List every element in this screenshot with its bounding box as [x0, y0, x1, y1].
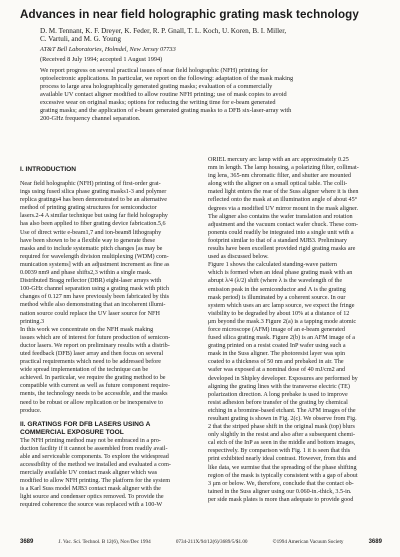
- body-text-line: fused silica grating mask. Figure 2(b) is an AFM image of a: [208, 335, 356, 342]
- body-text-line: ponents could readily be integrated into a single unit with a: [208, 229, 354, 236]
- body-text-line: degrees via a modified UV mirror mount in the mask aligner.: [208, 205, 359, 212]
- abstract-line: available UV contact aligner modified to allow routine NFH printing; use of mask copies to avoid: [40, 90, 287, 98]
- body-text-line: masks and to include systematic pitch changes [as may be: [20, 245, 163, 252]
- body-text-line: coated to a thickness of 50 nm and prebaked in air. The: [208, 359, 344, 366]
- body-text-line: wide spread implementation of the technique can be: [20, 367, 149, 374]
- body-text-line: results have been excellent provided rigid grating masks are: [208, 246, 356, 253]
- body-text-line: etching in a bromine-based etchant. The AFM images of the: [208, 407, 356, 414]
- body-text-line: used as discussed below.: [208, 254, 269, 261]
- body-text-line: have been shown to be a flexible way to generate these: [20, 237, 156, 244]
- body-text-line: μm beyond the mask.3 Figure 2(a) is a tapping mode atomic: [208, 318, 357, 325]
- body-text-line: light source and condenser optics removed. To provide the: [20, 494, 164, 501]
- body-text-line: The aligner also contains the wafer translation and rotation: [208, 213, 353, 220]
- body-text-line: is a Karl Suss model MJB3 contact mask aligner with the: [20, 486, 161, 493]
- body-text-line: print exhibited nearly ideal contrast. However, from this and: [208, 456, 357, 463]
- body-text-line: mated light enters the rear of the Suss aligner where it is then: [208, 189, 359, 196]
- abstract-line: optoelectronic applications. In particular, we report on the following: adaptation of the mask making: [40, 74, 294, 82]
- section-heading: II. GRATINGS FOR DFB LASERS USING A: [20, 420, 151, 428]
- footer-issn: 0734-211X/94/12(6)/3689/5/$1.00: [175, 539, 248, 545]
- body-text-line: modified to allow NFH printing. The platform for the system: [20, 478, 170, 485]
- body-text-line: duction facility if it cannot be assembled from readily avail-: [20, 445, 168, 452]
- author-list: [40, 27, 380, 43]
- abstract-line: excessive wear on original masks; options for reducing the writing time for e-beam generated: [40, 98, 276, 106]
- body-text-line: issues which are of interest for future production of semicon-: [20, 334, 171, 341]
- body-text-line: like data, we surmise that the spreading of the phase shifting: [208, 464, 357, 471]
- abstract: [40, 67, 362, 123]
- section-heading: I. INTRODUCTION: [20, 166, 77, 173]
- body-text-line: munication systems] with an adjustment increment as fine as: [20, 261, 170, 268]
- body-text-line: In this work we concentrate on the NFH mask making: [20, 326, 154, 333]
- body-text-line: Figure 1 shows the calculated standing-wave pattern: [208, 262, 337, 269]
- body-text-line: footprint similar to that of a standard MJB3. Preliminary: [208, 237, 347, 244]
- body-text-line: lasers.2-4 A similar technique but using far field holography: [20, 213, 168, 220]
- body-text-line: ings using fused silica phase grating masks1-3 and polymer: [20, 189, 167, 196]
- body-text-line: Near field holographic (NFH) printing of first-order grat-: [20, 181, 161, 187]
- body-text-line: method of printing grating structures for semiconductor: [20, 205, 157, 212]
- body-text-line: ments, the technology needs to be accessible, and the masks: [20, 391, 168, 398]
- left-column: [20, 166, 192, 510]
- body-text-line: ORIEL mercury arc lamp with an arc approximately 0.25: [208, 157, 349, 163]
- authors-line-2: C. Vartuli, and M. G. Young: [40, 35, 121, 44]
- body-text-line: grating printed on a resist coated InP wafer using such a: [208, 343, 346, 350]
- body-text-line: abrupt λ/4 (λ/2) shift (where λ is the wavelength of the: [208, 278, 343, 285]
- body-text-line: Use of direct write e-beam1,7 and ion-beam8 lithography: [20, 229, 162, 236]
- body-text-line: able and serviceable components. To explore the widespread: [20, 453, 169, 460]
- abstract-line: grating masks; and the application of e-beam generated grating masks to a DFB six-laser-array with: [40, 106, 292, 114]
- body-text-line: ing lens, 365-nm chromatic filter, and shutter are mounted: [208, 173, 351, 180]
- body-text-line: method while also demonstrating that an incoherent illumi-: [20, 302, 166, 309]
- body-text-line: The NFH printing method may not be embraced in a pro-: [20, 437, 161, 444]
- abstract-line: 200-GHz frequency channel separation.: [40, 114, 141, 122]
- page-footer: [20, 539, 382, 545]
- body-text-line: uted feedback (DFB) laser array and then focus on several: [20, 350, 164, 357]
- body-text-line: along with the aligner on a small optical table. The colli-: [208, 181, 348, 188]
- body-text-line: achieved. In particular, we require the grating method to be: [20, 375, 166, 382]
- body-text-line: has also been applied to fiber grating device fabrication.5,6: [20, 221, 166, 228]
- body-text-line: which is formed when an ideal phase grating mask with an: [208, 270, 353, 277]
- body-text-line: region of the mask is typically consistent with a gap of about: [208, 472, 358, 479]
- body-text-line: nation source could replace the UV laser source for NFH: [20, 310, 160, 317]
- body-text-line: mm in length. The lamp housing, a polarizing filter, collimat-: [208, 165, 359, 172]
- body-text-line: practical requirements which need to be addressed before: [20, 359, 162, 366]
- affiliation: AT&T Bell Laboratories, Holmdel, New Jersey 07733: [40, 46, 176, 53]
- footer-copyright: ©1994 American Vacuum Society: [272, 539, 344, 545]
- abstract-line: process to large area holographically generated grating masks; evaluation of a commercially: [40, 82, 273, 90]
- section-heading: COMMERCIAL EXPOSURE TOOL: [20, 428, 124, 436]
- body-text-line: compatible with current as well as future component require-: [20, 383, 171, 390]
- body-text-line: aligning the grating lines with the transverse electric (TE): [208, 383, 350, 390]
- footer-journal: J. Vac. Sci. Technol. B 12(6), Nov/Dec 1994: [58, 539, 151, 545]
- body-text-line: adjustment and the vacuum contact wafer chuck. These com-: [208, 221, 359, 228]
- body-text-line: tained in the Suss aligner using our 0.060-in.-thick, 3.5-in.: [208, 488, 352, 495]
- body-text-line: replica gratings4 has been demonstrated to be an alternative: [20, 197, 167, 204]
- body-text-line: 100-GHz channel separation using a grating mask with pitch: [20, 286, 170, 293]
- body-text-line: developed in Shipley developer. Exposures are performed by: [208, 375, 358, 382]
- body-text-line: only slightly in the resist and also after a subsequent chemi-: [208, 432, 356, 439]
- footer-page-number-right: 3689: [368, 539, 382, 545]
- authors-line-1: D. M. Tennant, K. F. Dreyer, K. Feder, R. P. Gnall, T. L. Koch, U. Koren, B. I. Miller,: [40, 27, 287, 35]
- body-text-line: wafer was exposed at a nominal dose of 40 mJ/cm2 and: [208, 367, 346, 374]
- body-text-line: required coherence the source was replaced with a 100-W: [20, 502, 163, 509]
- body-text-line: respectively. By comparison with Fig. 1 it is seen that this: [208, 448, 351, 455]
- body-text-line: required for wavelength division multiplexing (WDM) com-: [20, 253, 169, 260]
- abstract-line: We report progress on several practical issues of near field holographic (NFH) printing for: [40, 67, 268, 74]
- body-text-line: mask period) is illuminated by a coherent source. In our: [208, 294, 346, 301]
- received-date: (Received 8 July 1994; accepted 1 August 1994): [40, 56, 163, 63]
- body-text-line: need to be robust or allow replication or be inexpensive to: [20, 399, 163, 406]
- body-text-line: system which uses an arc lamp source, we expect the fringe: [208, 302, 355, 309]
- body-text-line: visibility to be degraded by about 10% at a distance of 12: [208, 310, 350, 317]
- body-text-line: emission peak in the semiconductor and Λ is the grating: [208, 286, 346, 293]
- body-text-line: 0.0039 nm9 and phase shifts2,3 within a single mask.: [20, 270, 152, 277]
- body-text-line: mercially available UV contact mask aligner which was: [20, 470, 158, 477]
- body-text-line: ductor lasers. We report on preliminary results with a distrib-: [20, 342, 170, 349]
- footer-page-number-left: 3689: [20, 539, 34, 545]
- body-text-line: printing.3: [20, 318, 45, 325]
- body-text-line: 2 that the striped phase shift in the original mask (top) blurs: [208, 424, 355, 431]
- body-text-line: Distributed Bragg reflector (DBR) eight-laser arrays with: [20, 278, 162, 285]
- body-text-line: cal etch of the InP as seen in the middle and bottom images,: [208, 440, 356, 447]
- body-text-line: produce.: [20, 407, 42, 414]
- body-text-line: per side mask plates is more than adequate to provide good: [208, 496, 354, 503]
- paper-title: Advances in near field holographic grating mask technology: [20, 8, 359, 21]
- body-text-line: 3 μm or below. We, therefore, conclude that the contact ob-: [208, 480, 354, 487]
- right-column: [208, 156, 380, 504]
- body-text-line: polarization direction. A long prebake is used to improve: [208, 391, 348, 398]
- body-text-line: changes of 0.127 nm have previously been fabricated by this: [20, 294, 170, 301]
- body-text-line: force microscope (AFM) image of an e-beam generated: [208, 326, 345, 333]
- body-text-line: accessibility of the method we installed and evaluated a com-: [20, 462, 171, 468]
- body-text-line: resist adhesion before transfer of the grating by chemical: [208, 399, 348, 406]
- body-text-line: mask in the Suss aligner. The photoresist layer was spin: [208, 351, 346, 358]
- body-text-line: reflected onto the mask at an illumination angle of about 45°: [208, 197, 358, 204]
- body-text-line: resultant grating is shown in Fig. 2(c). We observe from Fig.: [208, 416, 357, 422]
